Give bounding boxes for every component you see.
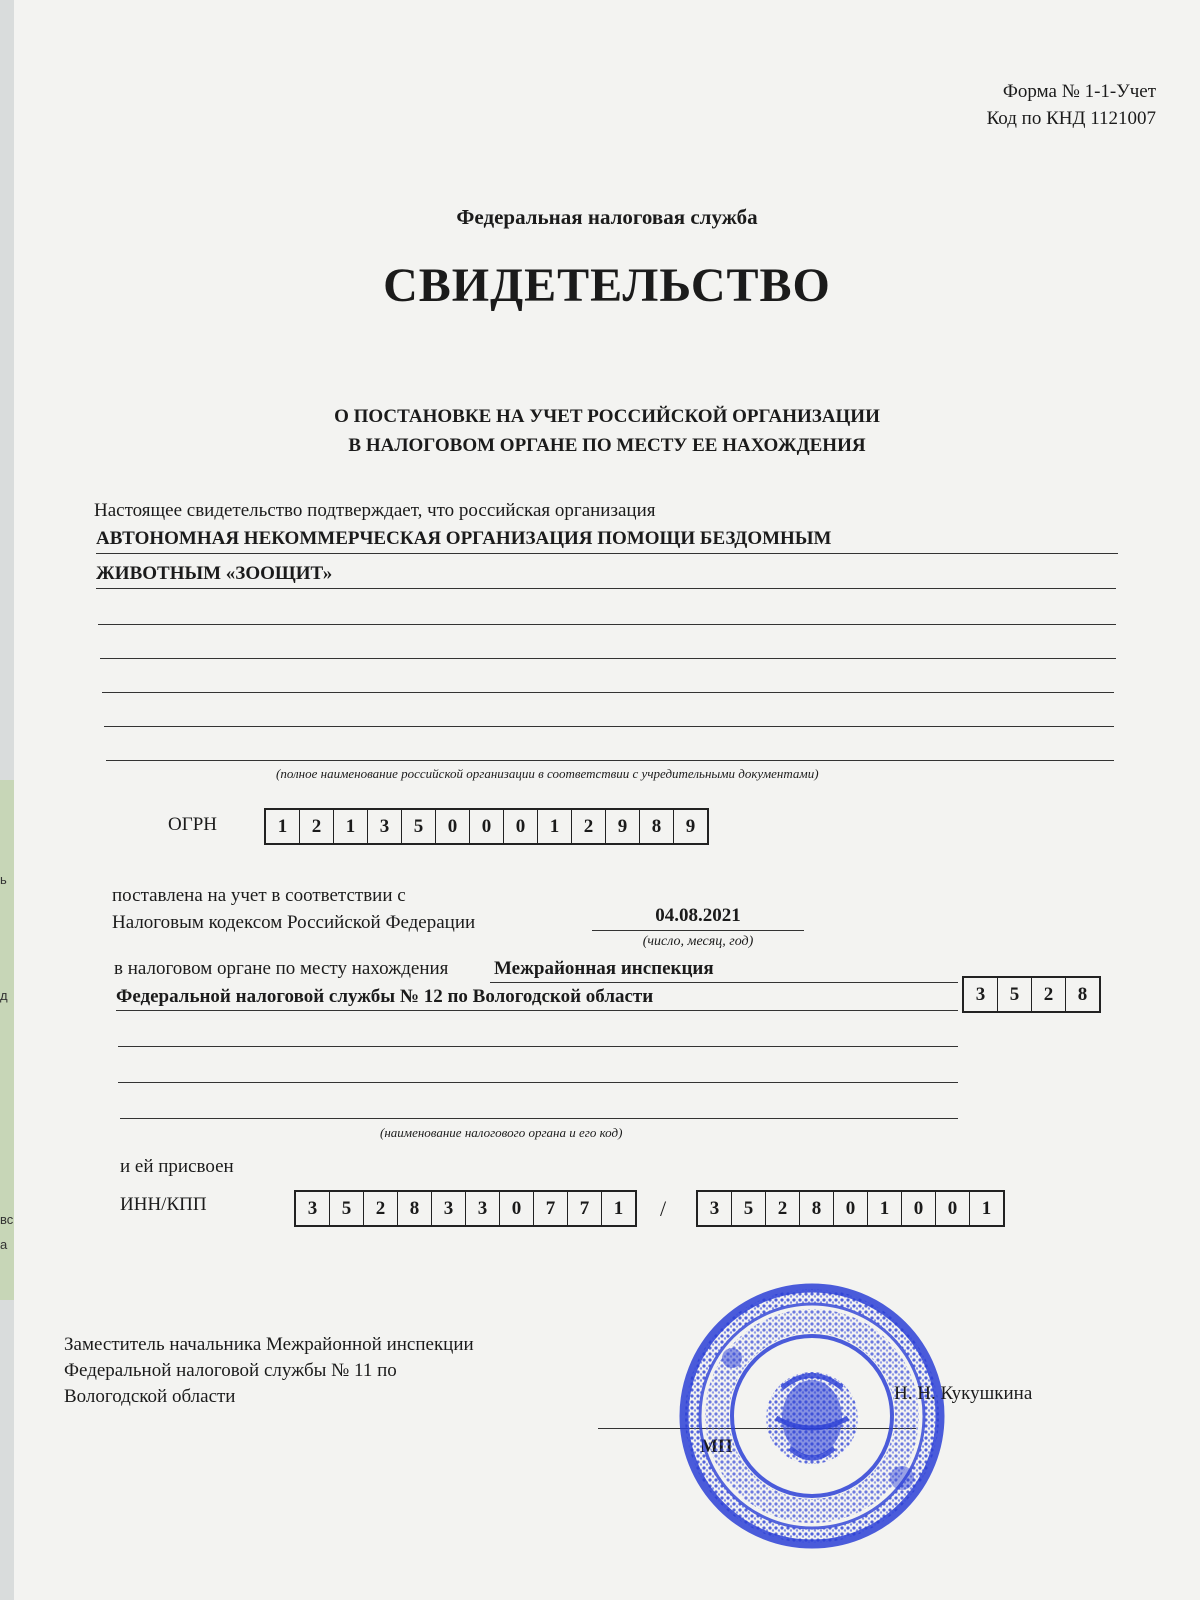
- fill-line: [96, 588, 1116, 589]
- fill-line: [118, 1082, 958, 1083]
- ogrn-digit: 8: [640, 810, 674, 843]
- code-digit: 2: [1032, 978, 1066, 1011]
- ogrn-digit: 5: [402, 810, 436, 843]
- organization-name-line: ЖИВОТНЫМ «ЗООЩИТ»: [96, 563, 333, 584]
- code-digit: 8: [1077, 983, 1088, 1005]
- inn-digit: 5: [330, 1192, 364, 1225]
- kpp-digit: 3: [698, 1192, 732, 1225]
- ogrn-digit: 1: [538, 810, 572, 843]
- background-fragment: ь: [0, 872, 7, 887]
- code-digit: 3: [964, 978, 998, 1011]
- signer-position-line: Заместитель начальника Межрайонной инспекции: [64, 1334, 474, 1355]
- inn-digit: 1: [613, 1197, 624, 1219]
- document-title: СВИДЕТЕЛЬСТВО: [383, 259, 831, 312]
- fill-line: [120, 1118, 958, 1119]
- fill-line: [100, 658, 1116, 659]
- form-header: [987, 78, 1156, 132]
- kpp-digit: 1: [981, 1197, 992, 1219]
- inn-digit: 2: [364, 1192, 398, 1225]
- signer-name: Н. Н. Кукушкина: [894, 1383, 1033, 1404]
- inn-digit: 3: [432, 1192, 466, 1225]
- date-line: [592, 930, 804, 931]
- signer-position: [64, 1332, 474, 1410]
- kpp-digit: 2: [766, 1192, 800, 1225]
- inn-digit: 3: [466, 1192, 500, 1225]
- inn-kpp-label: ИНН/КПП: [120, 1194, 207, 1215]
- kpp-digit: 8: [800, 1192, 834, 1225]
- issuer-name: Федеральная налоговая служба: [456, 205, 758, 229]
- organization-caption: (полное наименование российской организации в соответствии с учредительными документами): [276, 766, 819, 781]
- ogrn-label: ОГРН: [168, 814, 217, 835]
- fill-line: [118, 1046, 958, 1047]
- code-digit: 5: [998, 978, 1032, 1011]
- ogrn-digit: 0: [470, 810, 504, 843]
- official-seal-stamp: [672, 1268, 952, 1558]
- intro-text: Настоящее свидетельство подтверждает, что российская организация: [94, 500, 656, 521]
- kpp-digit: 1: [868, 1192, 902, 1225]
- tax-authority-caption: (наименование налогового органа и его код): [380, 1125, 623, 1140]
- signer-position-line: Федеральной налоговой службы № 11 по: [64, 1360, 397, 1381]
- kpp-digit: 0: [834, 1192, 868, 1225]
- form-number: Форма № 1-1-Учет: [1002, 81, 1156, 102]
- inn-digit: 7: [534, 1192, 568, 1225]
- registration-text: Налоговым кодексом Российской Федерации: [112, 912, 476, 933]
- fill-line: [96, 553, 1118, 554]
- ogrn-digit: 0: [504, 810, 538, 843]
- fill-line: [106, 760, 1114, 761]
- tax-authority-name-line: Федеральной налоговой службы № 12 по Вологодской области: [116, 986, 654, 1007]
- document-subtitle: [14, 402, 1200, 460]
- ogrn-digit: 2: [300, 810, 334, 843]
- seal-mark: МП: [700, 1436, 733, 1457]
- kpp-digit: 5: [732, 1192, 766, 1225]
- certificate-page: [14, 0, 1200, 1600]
- kpp-digit: 0: [902, 1192, 936, 1225]
- ogrn-digit: 0: [436, 810, 470, 843]
- date-caption: (число, месяц, год): [642, 934, 754, 949]
- tax-authority-label: в налоговом органе по месту нахождения: [114, 958, 449, 979]
- inn-digit: 3: [296, 1192, 330, 1225]
- inn-digit: 7: [568, 1192, 602, 1225]
- tax-authority-code-boxes: [962, 976, 1101, 1013]
- kpp-digit-boxes: [696, 1190, 1005, 1227]
- fill-line: [116, 1010, 958, 1011]
- organization-name-line: АВТОНОМНАЯ НЕКОММЕРЧЕСКАЯ ОРГАНИЗАЦИЯ ПОМОЩИ БЕЗДОМНЫМ: [96, 528, 832, 549]
- subtitle-line: О ПОСТАНОВКЕ НА УЧЕТ РОССИЙСКОЙ ОРГАНИЗАЦИИ: [334, 406, 880, 427]
- ogrn-digit: 2: [572, 810, 606, 843]
- fill-line: [98, 624, 1116, 625]
- subtitle-line: В НАЛОГОВОМ ОРГАНЕ ПО МЕСТУ ЕЕ НАХОЖДЕНИЯ: [348, 435, 866, 456]
- tax-authority-name-line: Межрайонная инспекция: [494, 958, 714, 979]
- ogrn-digit: 9: [685, 815, 696, 837]
- signer-position-line: Вологодской области: [64, 1386, 236, 1407]
- assigned-label: и ей присвоен: [120, 1156, 234, 1177]
- inn-kpp-separator: /: [660, 1196, 667, 1221]
- registration-date: 04.08.2021: [655, 905, 741, 926]
- ogrn-digit: 1: [334, 810, 368, 843]
- kpp-digit: 0: [936, 1192, 970, 1225]
- fill-line: [104, 726, 1114, 727]
- registration-text: поставлена на учет в соответствии с: [112, 885, 406, 906]
- background-fragment: вс: [0, 1212, 14, 1227]
- ogrn-digit: 3: [368, 810, 402, 843]
- fill-line: [102, 692, 1114, 693]
- knd-code: Код по КНД 1121007: [986, 108, 1156, 129]
- ogrn-digit-boxes: [264, 808, 709, 845]
- background-fragment: д: [0, 988, 8, 1003]
- background-fragment: а: [0, 1237, 8, 1252]
- fill-line: [490, 982, 958, 983]
- inn-digit-boxes: [294, 1190, 637, 1227]
- inn-digit: 0: [500, 1192, 534, 1225]
- ogrn-digit: 9: [606, 810, 640, 843]
- inn-digit: 8: [398, 1192, 432, 1225]
- ogrn-digit: 1: [266, 810, 300, 843]
